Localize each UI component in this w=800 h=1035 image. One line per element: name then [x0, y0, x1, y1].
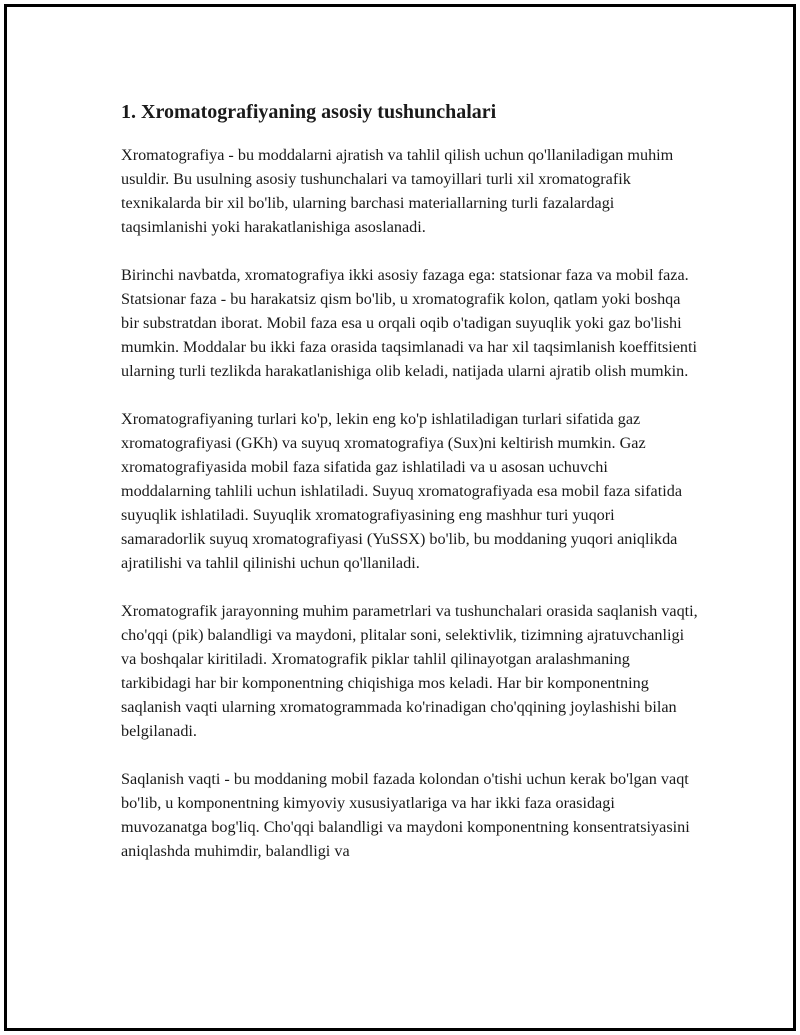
- paragraph-5: Saqlanish vaqti - bu moddaning mobil fazada kolondan o'tishi uchun kerak bo'lgan vaqt bo'lib, u komponentning kimyoviy xususiyatlariga va har ikki faza orasidagi muvozanatga bog'liq. Cho'qqi balandligi va maydoni komponentning konsentratsiyasini aniqlashda muhimdir, balandligi va: [121, 770, 690, 860]
- section-heading: 1. Xromatografiyaning asosiy tushunchalari: [121, 101, 497, 123]
- paragraph-4: Xromatografik jarayonning muhim parametrlari va tushunchalari orasida saqlanish vaqti, cho'qqi (pik) balandligi va maydoni, plitalar soni, selektivlik, tizimning ajratuvchanligi va boshqalar kiritiladi. Xromatografik piklar tahlil qilinayotgan aralashmaning tarkibidagi har bir komponentning chiqishiga mos keladi. Har bir komponentning saqlanish vaqti ularning xromatogrammada ko'rinadigan cho'qqining joylashishi bilan belgilanadi.: [121, 602, 698, 740]
- paragraph-2: Birinchi navbatda, xromatografiya ikki asosiy fazaga ega: statsionar faza va mobil faza. Statsionar faza - bu harakatsiz qism bo'lib, u xromatografik kolon, qatlam yoki boshqa bir substratdan iborat. Mobil faza esa u orqali oqib o'tadigan suyuqlik yoki gaz bo'lishi mumkin. Moddalar bu ikki faza orasida taqsimlanadi va har xil taqsimlanish koeffitsienti ularning turli tezlikda harakatlanishiga olib keladi, natijada ularni ajratib olish mumkin.: [121, 266, 698, 380]
- document-page: [4, 4, 796, 1031]
- paragraph-3: Xromatografiyaning turlari ko'p, lekin eng ko'p ishlatiladigan turlari sifatida gaz xromatografiyasi (GKh) va suyuq xromatografiya (Sux)ni keltirish mumkin. Gaz xromatografiyasida mobil faza sifatida gaz ishlatiladi va u asosan uchuvchi moddalarning tahlili uchun ishlatiladi. Suyuq xromatografiyada esa mobil faza sifatida suyuqlik ishlatiladi. Suyuqlik xromatografiyasining eng mashhur turi yuqori samaradorlik suyuq xromatografiyasi (YuSSX) bo'lib, bu moddaning yuqori aniqlikda ajratilishi va tahlil qilinishi uchun qo'llaniladi.: [121, 410, 683, 572]
- paragraph-1: Xromatografiya - bu moddalarni ajratish va tahlil qilish uchun qo'llaniladigan muhim usuldir. Bu usulning asosiy tushunchalari va tamoyillari turli xil xromatografik texnikalarda bir xil bo'lib, ularning barchasi materiallarning turli fazalardagi taqsimlanishi yoki harakatlanishiga asoslanadi.: [121, 146, 674, 236]
- document-body: [121, 99, 701, 887]
